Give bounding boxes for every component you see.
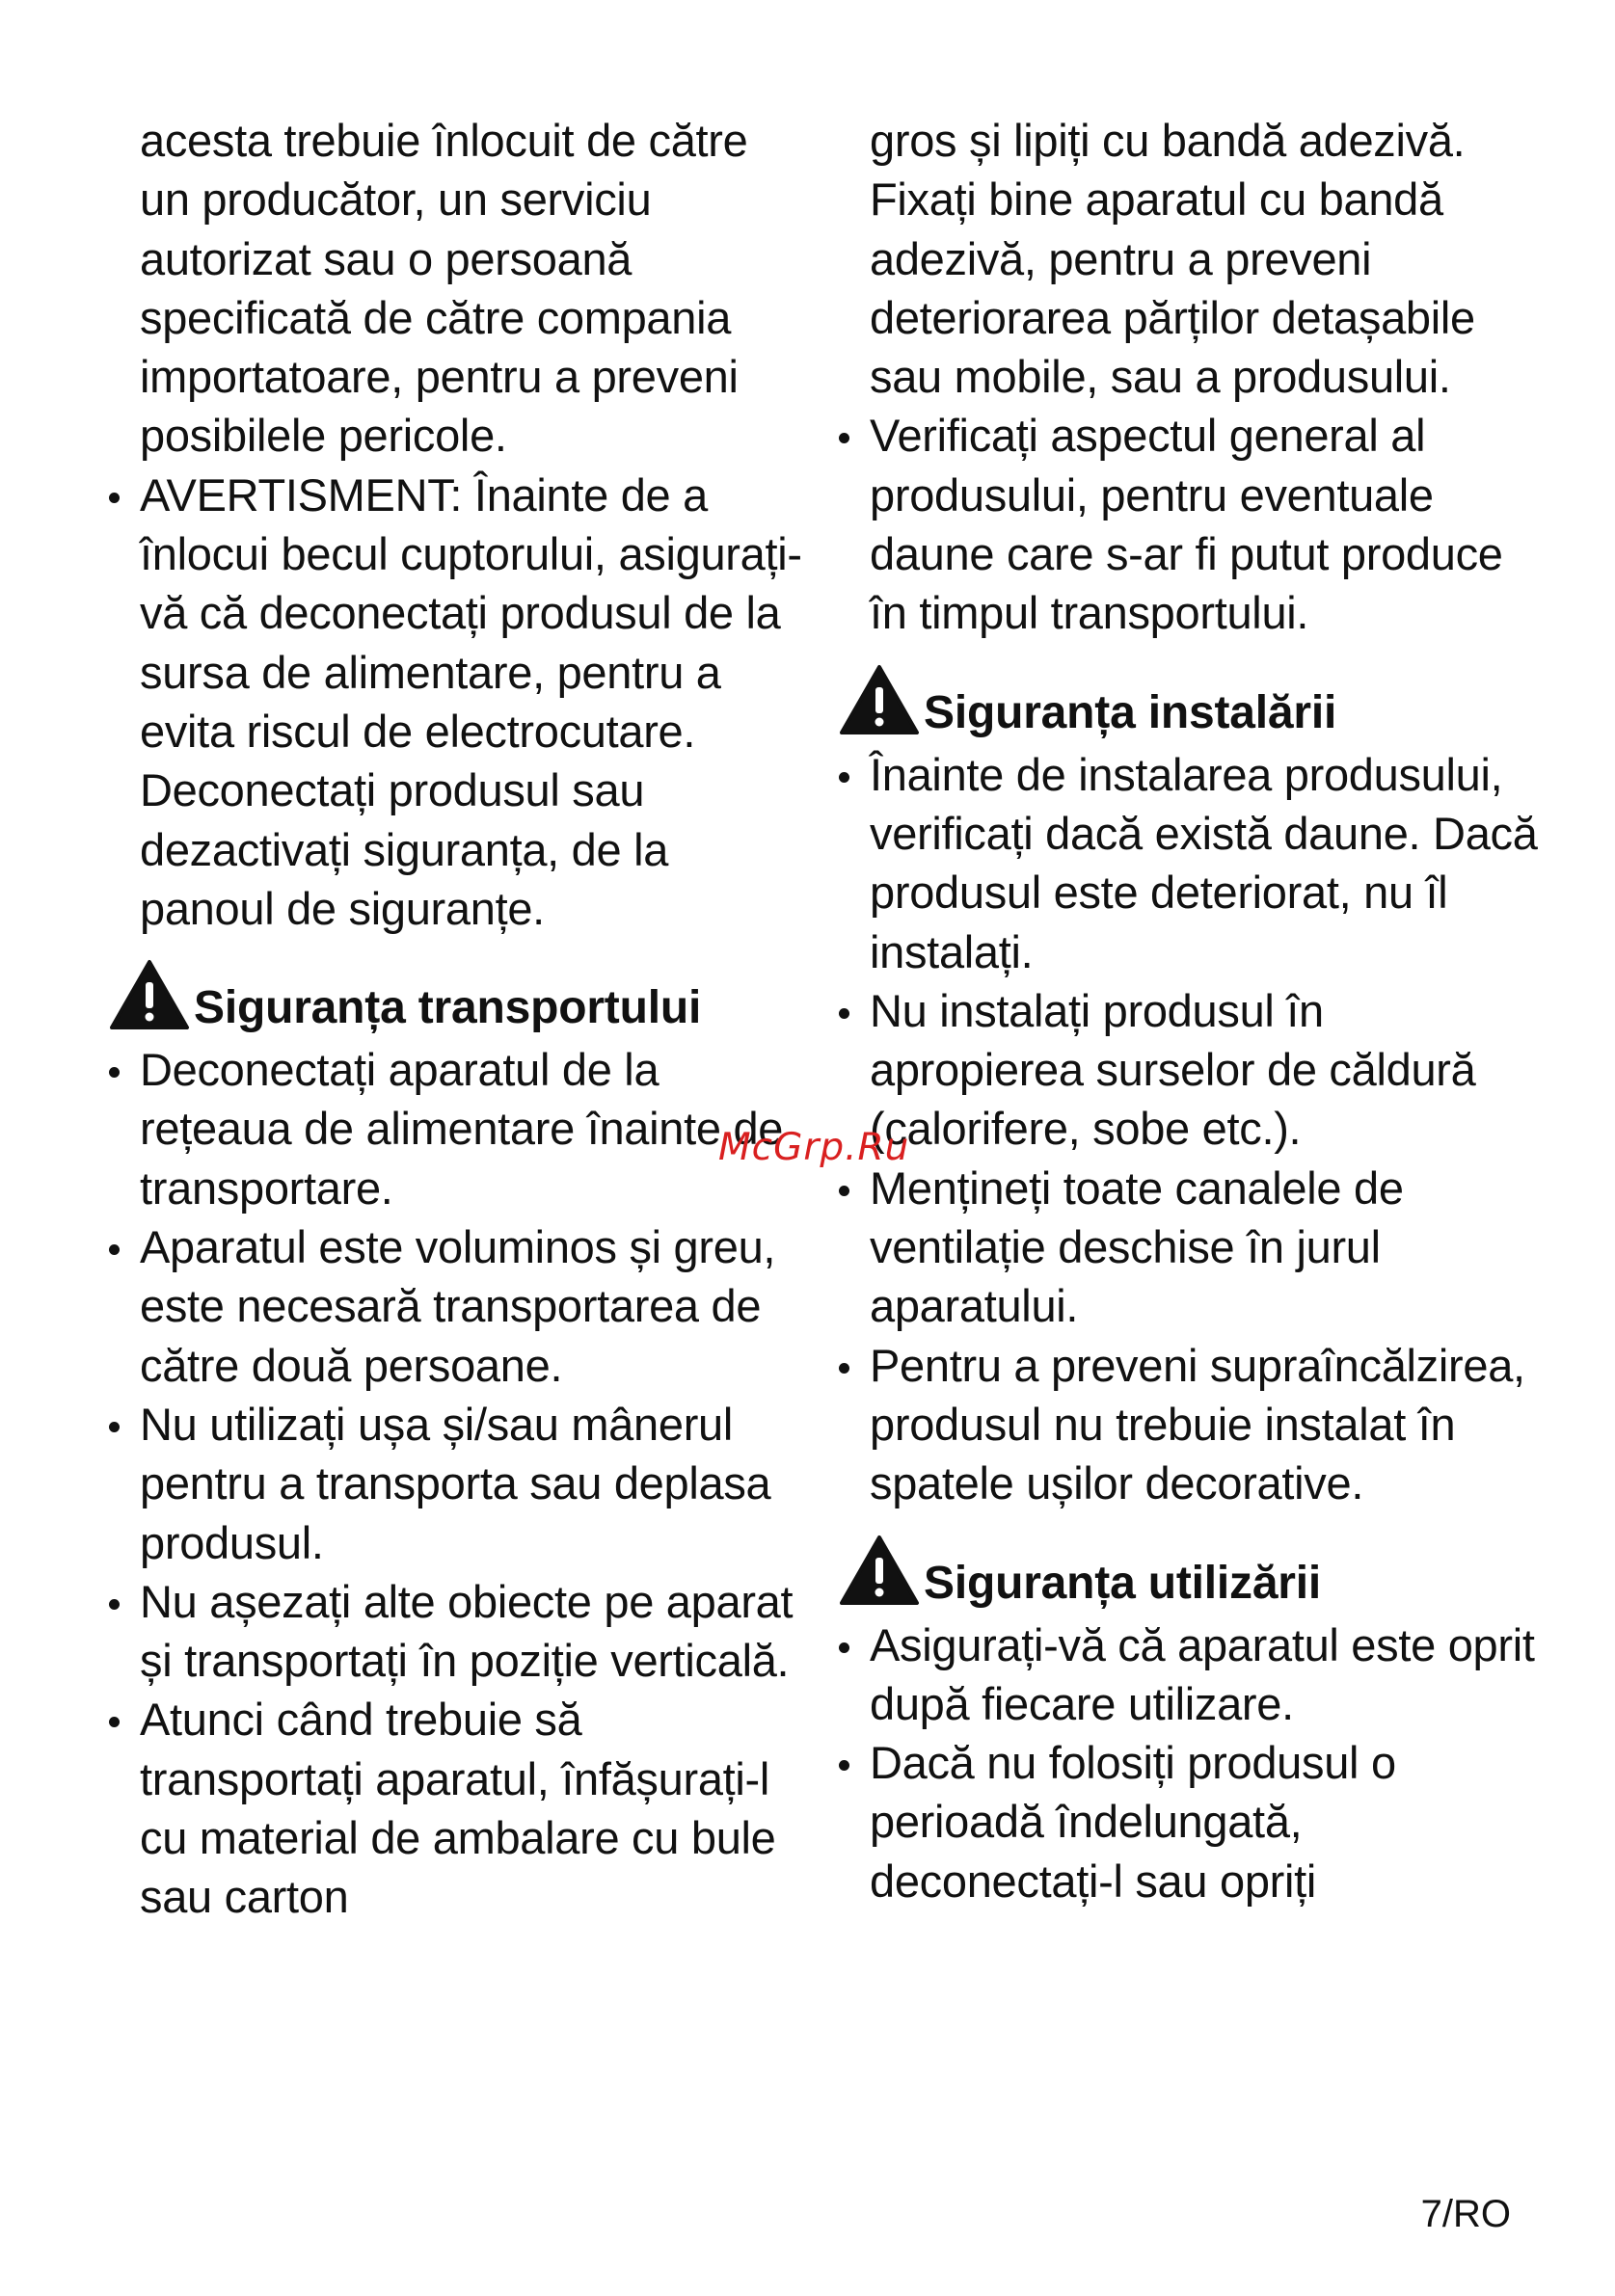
warning-triangle-icon <box>839 1535 920 1606</box>
list-item: Nu utilizați ușa și/sau mânerul pentru a transporta sau deplasa produsul. <box>109 1395 808 1572</box>
list-item: Pentru a preveni supraîncălzirea, produsul nu trebuie instalat în spatele ușilor decorative. <box>839 1336 1548 1513</box>
list-item <box>109 466 808 938</box>
warning-triangle-icon <box>109 959 190 1030</box>
warning-triangle-icon <box>839 664 920 735</box>
list-item: Aparatul este voluminos și greu, este necesară transportarea de către două persoane. <box>109 1217 808 1395</box>
right-column <box>839 111 1548 1910</box>
list-item: Mențineți toate canalele de ventilație deschise în jurul aparatului. <box>839 1159 1548 1336</box>
continued-list <box>839 406 1548 642</box>
left-column <box>109 111 808 1927</box>
transport-section-heading <box>109 959 808 1040</box>
continued-paragraph: acesta trebuie înlocuit de către un producător, un serviciu autorizat sau o persoană specificată de către compania importatoare, pentru a preveni posibilele pericole. <box>140 115 748 462</box>
warning-label: AVERTISMENT: <box>140 468 463 521</box>
transport-list <box>109 1040 808 1926</box>
usage-list <box>839 1615 1548 1910</box>
list-item: Înainte de instalarea produsului, verificați dacă există daune. Dacă produsul este deteriorat, nu îl instalați. <box>839 745 1548 981</box>
section-title: Siguranța instalării <box>924 686 1337 738</box>
list-item: Nu instalați produsul în apropierea surselor de căldură (calorifere, sobe etc.). <box>839 981 1548 1159</box>
installation-list <box>839 745 1548 1513</box>
section-title: Siguranța utilizării <box>924 1557 1322 1609</box>
list-item: Dacă nu folosiți produsul o perioadă îndelungată, deconectați-l sau opriți <box>839 1733 1548 1910</box>
list-item: Deconectați aparatul de la rețeaua de alimentare înainte de transportare. <box>109 1040 808 1217</box>
warning-list <box>109 466 808 938</box>
section-title: Siguranța transportului <box>194 982 702 1034</box>
list-item: Nu așezați alte obiecte pe aparat și transportați în poziție verticală. <box>109 1572 808 1691</box>
usage-section-heading <box>839 1535 1548 1615</box>
list-item: Asigurați-vă că aparatul este oprit după fiecare utilizare. <box>839 1615 1548 1734</box>
installation-section-heading <box>839 664 1548 745</box>
page-number: 7/RO <box>1420 2193 1511 2235</box>
list-item: Verificați aspectul general al produsului, pentru eventuale daune care s-ar fi putut produce în timpul transportului. <box>839 406 1548 642</box>
list-item: Atunci când trebuie să transportați aparatul, înfășurați-l cu material de ambalare cu bule sau carton <box>109 1690 808 1926</box>
watermark: McGrp.Ru <box>718 1126 910 1169</box>
continued-paragraph: gros și lipiți cu bandă adezivă. Fixați bine aparatul cu bandă adezivă, pentru a preveni deteriorarea părților detașabile sau mobile, sau a produsului. <box>870 115 1475 403</box>
warning-text: Înainte de a înlocui becul cuptorului, asigurați-vă că deconectați produsul de la sursa de alimentare, pentru a evita riscul de electrocutare. Deconectați produsul sau dezactivați siguranța, de la panoul de siguranțe. <box>140 468 802 934</box>
